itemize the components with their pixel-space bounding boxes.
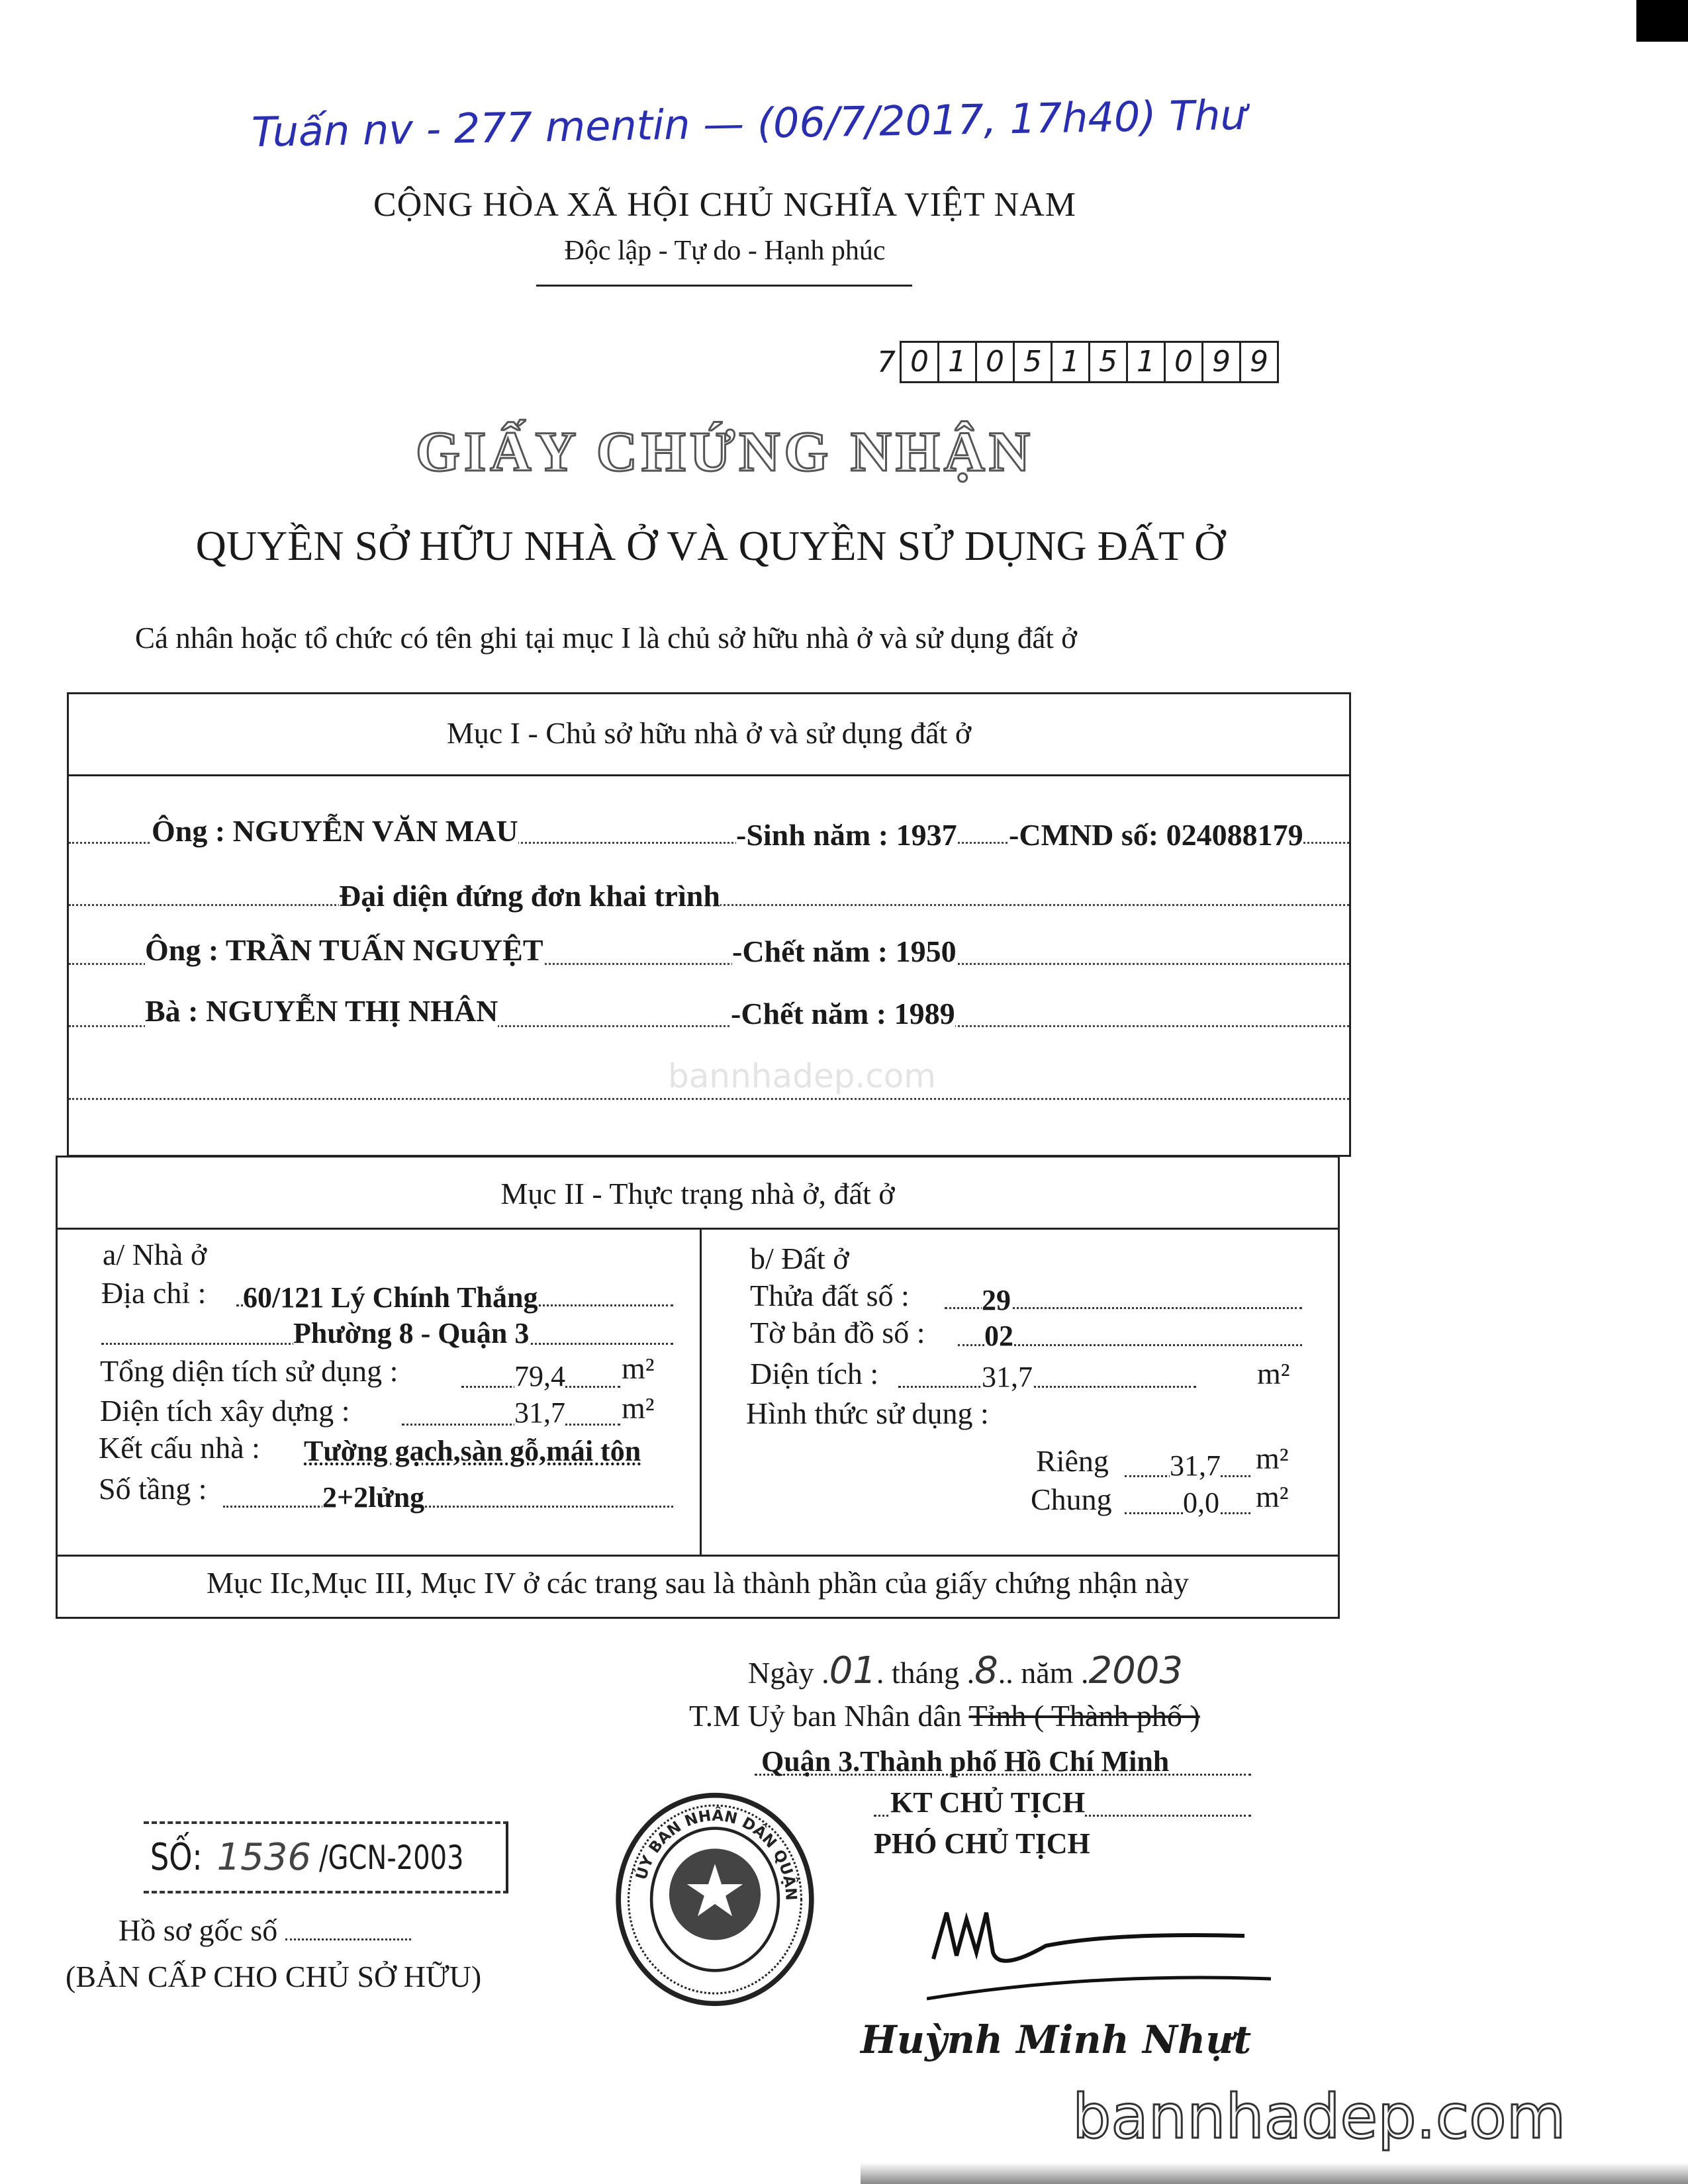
representative-label: Đại diện đứng đơn khai trình bbox=[339, 879, 720, 913]
cert-number-value: 1536 bbox=[216, 1836, 312, 1879]
serial-digit: 0 bbox=[977, 343, 1015, 383]
month-value: 8 bbox=[974, 1649, 998, 1692]
file-number bbox=[118, 1913, 411, 1948]
floors-dots bbox=[223, 1506, 673, 1508]
house-title: a/ Nhà ở bbox=[103, 1238, 207, 1271]
land-title: b/ Đất ở bbox=[750, 1242, 849, 1275]
address-line2: Phường 8 - Quận 3 bbox=[293, 1317, 530, 1349]
year-value: 2003 bbox=[1088, 1649, 1183, 1692]
day-label: Ngày bbox=[748, 1656, 814, 1690]
floors-label: Số tầng : bbox=[99, 1472, 207, 1506]
shared-label: Chung bbox=[1031, 1482, 1112, 1516]
map-value: 02 bbox=[984, 1320, 1013, 1352]
footer-note: Mục IIc,Mục III, Mục IV ở các trang sau là thành phần của giấy chứng nhận này bbox=[206, 1566, 1190, 1600]
built-area-unit: m² bbox=[622, 1391, 655, 1425]
month-label: tháng bbox=[891, 1656, 960, 1690]
built-area-dots bbox=[402, 1424, 620, 1426]
row-empty bbox=[69, 1098, 1349, 1100]
year-label: năm bbox=[1021, 1656, 1074, 1690]
serial-digit: 5 bbox=[1015, 343, 1053, 383]
serial-digit: 0 bbox=[902, 343, 939, 383]
column-divider bbox=[700, 1228, 702, 1555]
serial-digit: 9 bbox=[1241, 343, 1279, 383]
owner-name: Ông : NGUYỄN VĂN MAU bbox=[152, 814, 518, 848]
watermark-bottom: bannhadep.com bbox=[1072, 2081, 1566, 2152]
country-header: CỘNG HÒA XÃ HỘI CHỦ NGHĨA VIỆT NAM bbox=[373, 186, 1076, 224]
map-label: Tờ bản đồ số : bbox=[750, 1316, 925, 1349]
stamp-text: ỦY BAN NHÂN DÂN QUẬN bbox=[633, 1807, 800, 1901]
usage-label: Hình thức sử dụng : bbox=[746, 1396, 989, 1430]
total-area-label: Tổng diện tích sử dụng : bbox=[100, 1354, 399, 1388]
file-number-dots bbox=[285, 1938, 411, 1940]
structure-value: Tường gạch,sàn gỗ,mái tôn bbox=[304, 1435, 641, 1467]
signer-name: Huỳnh Minh Nhựt bbox=[861, 2017, 1252, 2062]
section2-box bbox=[56, 1156, 1340, 1619]
intro-text: Cá nhân hoặc tổ chức có tên ghi tại mục I là chủ sở hữu nhà ở và sử dụng đất ở bbox=[135, 621, 1077, 655]
land-area-unit: m² bbox=[1257, 1357, 1290, 1390]
signature bbox=[927, 1873, 1271, 2009]
private-label: Riêng bbox=[1036, 1444, 1109, 1478]
certificate-number-box bbox=[144, 1821, 508, 1893]
handwritten-note: Tuấn nv - 277 mentin — (06/7/2017, 17h40) Thư bbox=[251, 90, 1247, 157]
address-label: Địa chỉ : bbox=[101, 1276, 207, 1310]
bottom-scan-edge bbox=[861, 2163, 1688, 2184]
built-area-value: 31,7 bbox=[514, 1396, 565, 1429]
serial-boxes bbox=[900, 341, 1279, 383]
section2-heading-divider bbox=[58, 1228, 1338, 1230]
certificate-title: GIẤY CHỨNG NHẬN bbox=[415, 420, 1035, 483]
day-value: 01 bbox=[829, 1649, 876, 1692]
owner-id: -CMND số: 024088179 bbox=[1009, 818, 1303, 852]
plot-value: 29 bbox=[982, 1284, 1011, 1316]
private-unit: m² bbox=[1256, 1441, 1289, 1475]
serial-digit: 9 bbox=[1203, 343, 1241, 383]
section1-box bbox=[67, 692, 1351, 1157]
address-line1: 60/121 Lý Chính Thắng bbox=[243, 1281, 538, 1314]
person3-name: Bà : NGUYỄN THỊ NHÂN bbox=[145, 994, 498, 1028]
serial-digit: 0 bbox=[1166, 343, 1203, 383]
authority-line1 bbox=[689, 1698, 1200, 1733]
land-area-dots bbox=[898, 1386, 1196, 1388]
built-area-label: Diện tích xây dựng : bbox=[100, 1394, 350, 1428]
certificate-subtitle: QUYỀN SỞ HỮU NHÀ Ở VÀ QUYỀN SỬ DỤNG ĐẤT Ở bbox=[195, 522, 1225, 569]
motto-underline bbox=[536, 285, 912, 287]
authority-title1: KT CHỦ TỊCH bbox=[890, 1786, 1086, 1819]
total-area-unit: m² bbox=[622, 1351, 655, 1385]
plot-label: Thửa đất số : bbox=[750, 1279, 910, 1312]
land-area-value: 31,7 bbox=[982, 1361, 1033, 1393]
motto: Độc lập - Tự do - Hạnh phúc bbox=[564, 236, 886, 266]
cert-number-suffix: /GCN-2003 bbox=[319, 1838, 464, 1877]
section1-heading: Mục I - Chủ sở hữu nhà ở và sử dụng đất ở bbox=[446, 716, 972, 750]
watermark-center: bannhadep.com bbox=[668, 1057, 937, 1095]
authority-struck-text: Tỉnh ( Thành phố ) bbox=[968, 1699, 1200, 1733]
serial-prefix: 7 bbox=[877, 345, 896, 379]
person2-death: -Chết năm : 1950 bbox=[732, 934, 957, 968]
authority-title2: PHÓ CHỦ TỊCH bbox=[874, 1827, 1090, 1860]
shared-value: 0,0 bbox=[1183, 1486, 1219, 1519]
issue-date: Ngày .01. tháng .8.. năm .2003 bbox=[748, 1649, 1183, 1692]
person3-death: -Chết năm : 1989 bbox=[731, 997, 955, 1030]
scan-edge-mark bbox=[1636, 0, 1688, 42]
serial-digit: 1 bbox=[939, 343, 977, 383]
authority-line2: Quận 3.Thành phố Hồ Chí Minh bbox=[761, 1745, 1170, 1778]
authority-committee: T.M Uỷ ban Nhân dân bbox=[689, 1699, 962, 1733]
footer-divider bbox=[58, 1555, 1338, 1557]
total-area-value: 79,4 bbox=[514, 1360, 565, 1392]
serial-digit: 1 bbox=[1053, 343, 1090, 383]
section2-heading: Mục II - Thực trạng nhà ở, đất ở bbox=[500, 1177, 895, 1210]
copy-note: (BẢN CẤP CHO CHỦ SỞ HỮU) bbox=[66, 1960, 482, 1993]
floors-value: 2+2lửng bbox=[322, 1481, 425, 1514]
private-value: 31,7 bbox=[1170, 1449, 1221, 1482]
serial-digit: 5 bbox=[1090, 343, 1128, 383]
official-stamp bbox=[583, 1790, 847, 2009]
land-area-label: Diện tích : bbox=[750, 1357, 879, 1390]
person2-name: Ông : TRẦN TUẤN NGUYỆT bbox=[145, 933, 543, 967]
serial-number bbox=[877, 341, 1279, 383]
cert-number-prefix: SỐ: bbox=[150, 1836, 203, 1879]
structure-label: Kết cấu nhà : bbox=[99, 1431, 260, 1465]
file-number-label: Hồ sơ gốc số bbox=[118, 1913, 278, 1947]
shared-unit: m² bbox=[1256, 1480, 1289, 1514]
owner-birth: -Sinh năm : 1937 bbox=[736, 818, 957, 852]
section1-heading-divider bbox=[69, 774, 1349, 776]
serial-digit: 1 bbox=[1128, 343, 1166, 383]
